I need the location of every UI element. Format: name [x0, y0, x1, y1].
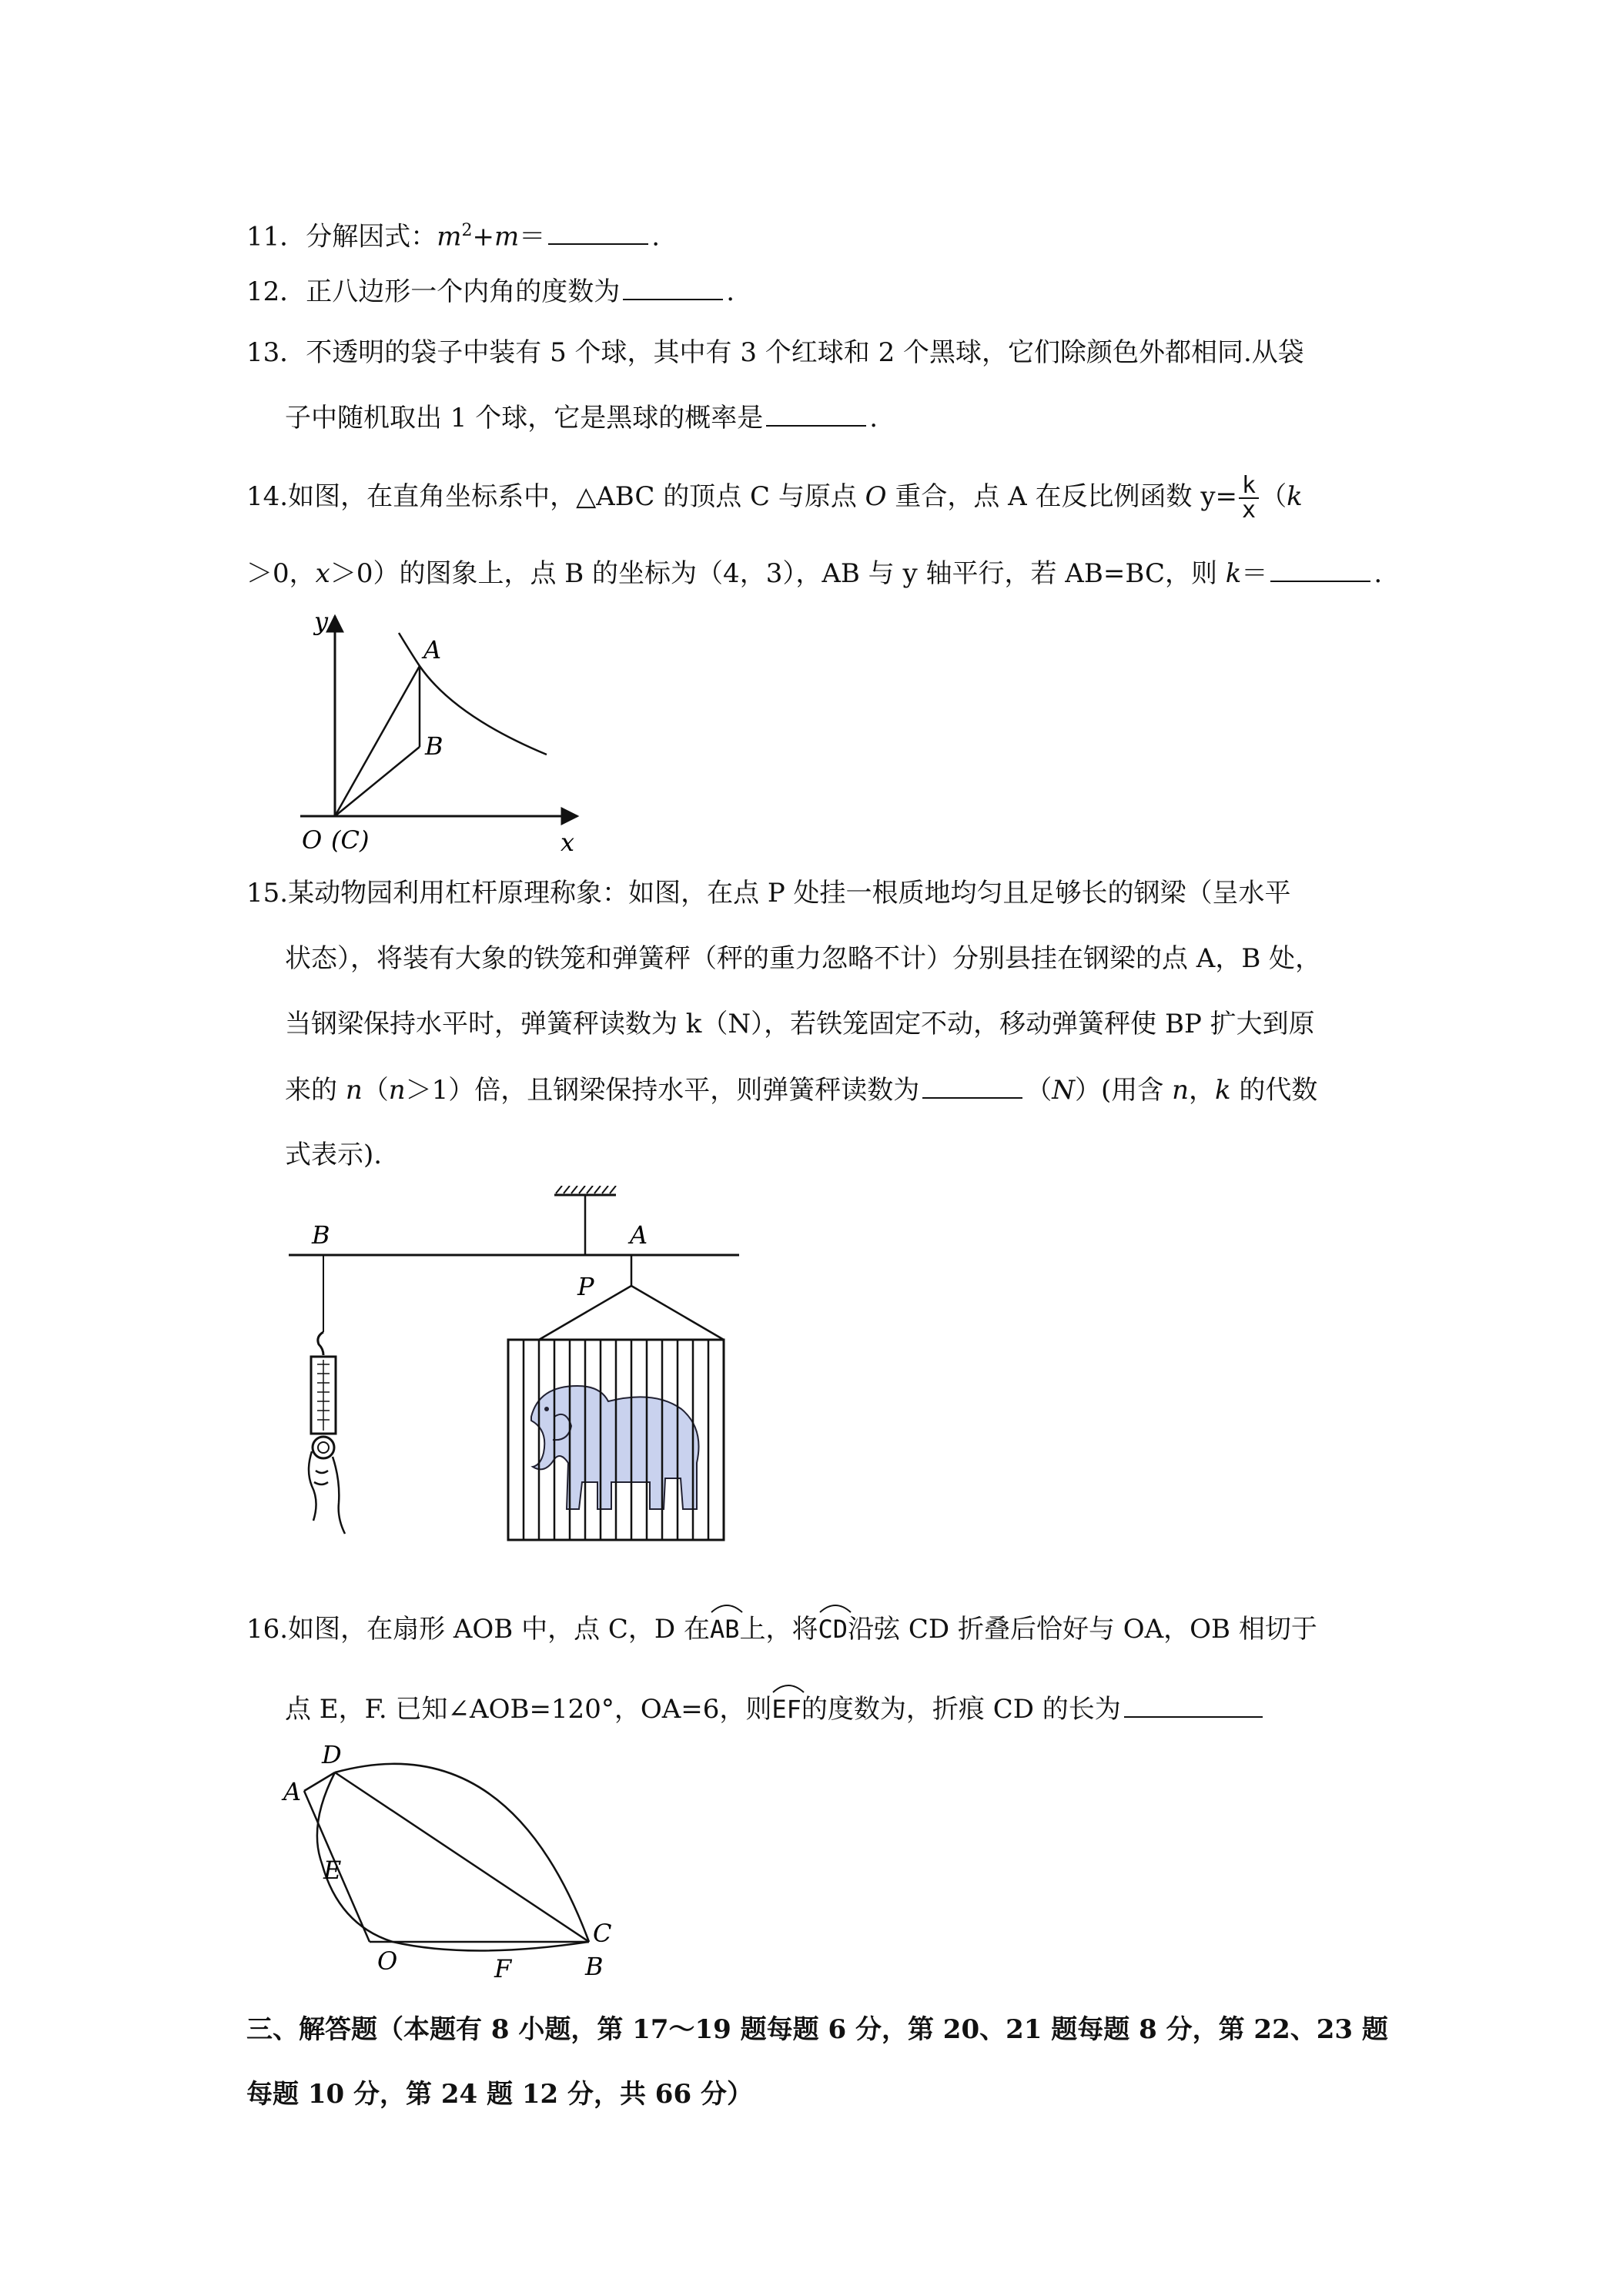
- label-A: A: [283, 1777, 302, 1806]
- arc-AB: AB: [710, 1609, 740, 1645]
- label-C: C: [593, 1919, 612, 1948]
- ceiling-hatch: [556, 1186, 616, 1193]
- label-y: y: [314, 607, 329, 636]
- label-O: O: [302, 825, 323, 855]
- scale-ring: [313, 1437, 334, 1458]
- answer-blank[interactable]: [922, 1074, 1022, 1099]
- question-13-line1: 13．不透明的袋子中装有 5 个球，其中有 3 个红球和 2 个黑球，它们除颜色外都相同.从袋: [246, 337, 1304, 368]
- question-12: 12．正八边形一个内角的度数为 .: [246, 276, 735, 307]
- label-B: B: [425, 731, 443, 761]
- question-14-line2: ＞0，x＞0）的图象上，点 B 的坐标为（4，3），AB 与 y 轴平行，若 AB=BC，则 k＝ .: [246, 558, 1383, 589]
- label-A: A: [630, 1220, 648, 1250]
- label-F: F: [494, 1954, 512, 1983]
- question-13-line2: 子中随机取出 1 个球，它是黑球的概率是 .: [285, 403, 878, 433]
- label-P: P: [577, 1272, 594, 1301]
- question-15-line5: 式表示).: [285, 1140, 383, 1170]
- figure-q16-sector-fold: [277, 1740, 631, 1994]
- arc-folded: [317, 1772, 589, 1951]
- label-C: (C): [331, 825, 370, 855]
- label-D: D: [322, 1740, 342, 1769]
- scale-hook: [318, 1332, 323, 1355]
- hyperbola-curve: [399, 633, 547, 755]
- question-11: 11．分解因式：$m^2+m=$ .: [246, 221, 661, 253]
- answer-blank[interactable]: [1270, 557, 1370, 582]
- question-15-line4: 来的 n（n＞1）倍，且钢梁保持水平，则弹簧秤读数为 （N）(用含 n，k 的代数: [285, 1075, 1318, 1106]
- arc-original: [335, 1764, 589, 1942]
- label-E: E: [323, 1856, 342, 1885]
- label-x: x: [561, 828, 575, 857]
- label-A: A: [423, 635, 442, 664]
- question-16-line1: 16.如图，在扇形 AOB 中，点 C，D 在 AB上，将 CD沿弦 CD 折叠后恰好与 OA，OB 相切于: [246, 1609, 1317, 1645]
- fraction-k-over-x: $\frac{k}{x}$: [1239, 474, 1259, 522]
- question-15-line3: 当钢梁保持水平时，弹簧秤读数为 k（N），若铁笼固定不动，移动弹簧秤使 BP 扩大到原: [285, 1009, 1315, 1039]
- question-15-line1: 15.某动物园利用杠杆原理称象：如图，在点 P 处挂一根质地均匀且足够长的钢梁（呈水平: [246, 878, 1291, 909]
- label-B: B: [585, 1952, 604, 1981]
- arc-CD: CD: [818, 1609, 848, 1645]
- label-O: O: [377, 1946, 398, 1976]
- question-14-line1: 14.如图，在直角坐标系中，△ABC 的顶点 C 与原点 O 重合，点 A 在反比例函数 y= $\frac{k}{x}$ （k: [246, 472, 1303, 524]
- question-15-line2: 状态），将装有大象的铁笼和弹簧秤（秤的重力忽略不计）分别县挂在钢梁的点 A，B 处，: [285, 943, 1322, 974]
- answer-blank[interactable]: [623, 276, 723, 300]
- answer-blank[interactable]: [1124, 1693, 1263, 1718]
- hand-icon: [309, 1451, 345, 1534]
- answer-blank[interactable]: [766, 402, 866, 427]
- label-B: B: [312, 1220, 330, 1250]
- segment-CB: [335, 747, 420, 816]
- answer-blank[interactable]: [548, 220, 648, 245]
- segment-CA: [335, 666, 420, 816]
- section-3-heading-line2: 每题 10 分，第 24 题 12 分，共 66 分）: [246, 2079, 753, 2110]
- arc-EF: EF: [771, 1689, 801, 1725]
- figure-q15-lever-elephant: [277, 1186, 755, 1571]
- question-16-line2: 点 E，F. 已知∠AOB=120°，OA=6，则 EF的度数为，折痕 CD 的长为: [285, 1689, 1266, 1725]
- section-3-heading-line1: 三、解答题（本题有 8 小题，第 17～19 题每题 6 分，第 20、21 题每题 8 分，第 22、23 题: [246, 2014, 1388, 2045]
- chord-CD: [335, 1772, 589, 1942]
- figure-q14-coordinate-graph: [277, 601, 601, 862]
